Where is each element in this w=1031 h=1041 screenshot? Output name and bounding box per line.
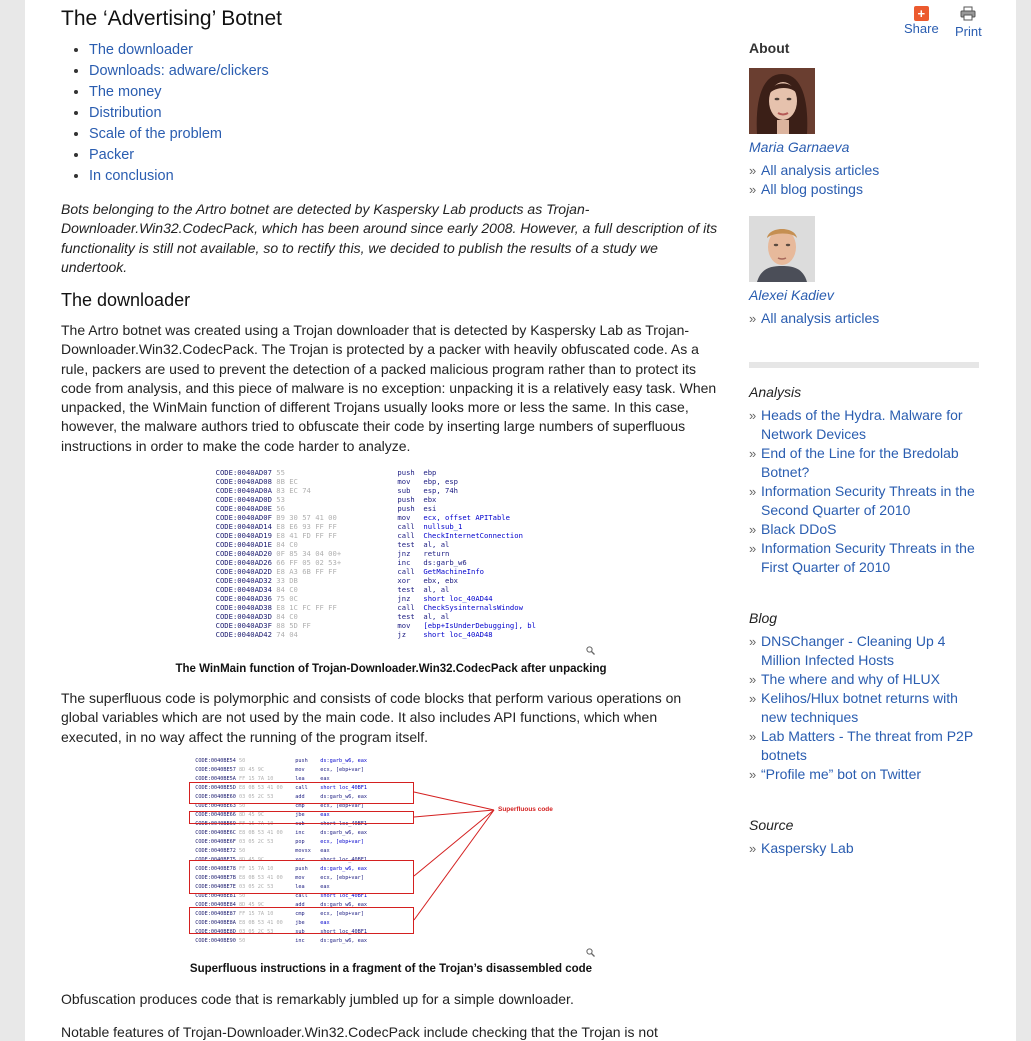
list-item[interactable]: » “Profile me” bot on Twitter — [749, 765, 981, 784]
code-line: CODE:0040AD3F 88 5D FF mov [ebp+IsUnderDebugging], bl — [207, 621, 536, 631]
table-of-contents — [61, 40, 269, 187]
analysis-heading: Analysis — [749, 384, 802, 400]
toc-item — [89, 166, 269, 187]
plus-icon: + — [914, 6, 929, 21]
code-line: CODE:0040AD2D E8 A3 6B FF FF call GetMachineInfo — [207, 567, 484, 577]
list-item[interactable]: » The where and why of HLUX — [749, 670, 981, 689]
code-line: CODE:0040BE60 03 05 2C 53 add ds:garb_w6, eax — [189, 794, 368, 801]
code-line: CODE:0040AD1E 84 C0 test al, al — [207, 540, 450, 550]
code-line: CODE:0040BE8A E8 0B 53 41 00 jbe eax — [189, 920, 330, 927]
avatar[interactable] — [749, 216, 815, 282]
toc-link[interactable]: Scale of the problem — [89, 126, 222, 142]
figure-winmain — [61, 466, 721, 681]
blog-links — [749, 632, 981, 784]
list-item[interactable]: » End of the Line for the Bredolab Botnet? — [749, 444, 981, 482]
paragraph: Obfuscation produces code that is remarkably jumbled up for a simple downloader. — [61, 991, 574, 1007]
annotation-arrows — [189, 756, 609, 946]
code-line: CODE:0040BE8D 03 05 2C 53 sub short loc_40BF1 — [189, 929, 368, 936]
code-line: CODE:0040BE6F 03 05 2C 53 pop ecx, [ebp+var] — [189, 839, 364, 846]
section-heading: The downloader — [61, 290, 191, 310]
figure-caption: The WinMain function of Trojan-Downloader.Win32.CodecPack after unpacking — [175, 663, 607, 675]
code-line: CODE:0040AD38 E8 1C FC FF FF call CheckSysinternalsWindow — [207, 603, 523, 613]
figure-superfluous — [61, 756, 721, 978]
toc-item — [89, 145, 269, 166]
list-item[interactable]: » All blog postings — [749, 180, 981, 199]
intro-paragraph: Bots belonging to the Artro botnet are detected by Kaspersky Lab products as Trojan-Downloader.Win32.CodecPack, which has been around since early 2008. However, a full description of its functionality is still not available, so to rectify this, we decided to publish the results of a study we undertook. — [61, 201, 718, 275]
toc-item — [89, 61, 269, 82]
list-item[interactable]: » DNSChanger - Cleaning Up 4 Million Infected Hosts — [749, 632, 981, 670]
share-button[interactable] — [904, 6, 939, 36]
paragraph: The superfluous code is polymorphic and consists of code blocks that perform various operations on global variables which are not used by the main code. It also includes API functions, which when executed, in no way affect the running of the program itself. — [61, 690, 682, 745]
about-heading: About — [749, 40, 790, 56]
divider — [749, 362, 979, 368]
magnifier-icon[interactable] — [586, 948, 595, 959]
list-item[interactable]: » Lab Matters - The threat from P2P botnets — [749, 727, 981, 765]
author-links — [749, 309, 981, 328]
code-line: CODE:0040AD0E 56 push esi — [207, 504, 437, 514]
code-line: CODE:0040AD32 33 DB xor ebx, ebx — [207, 576, 459, 586]
article-title: The ‘Advertising’ Botnet — [61, 7, 283, 30]
analysis-links — [749, 406, 981, 577]
code-line: CODE:0040BE90 50 inc ds:garb_w6, eax — [189, 938, 368, 944]
print-button[interactable] — [955, 6, 982, 39]
list-item[interactable]: » Information Security Threats in the First Quarter of 2010 — [749, 539, 981, 577]
code-line: CODE:0040BE81 50 call short loc_40BF1 — [189, 893, 368, 900]
code-line: CODE:0040BE57 8D 45 9C mov ecx, [ebp+var] — [189, 767, 364, 774]
code-line: CODE:0040BE78 FF 15 7A 10 push ds:garb_w6, eax — [189, 866, 368, 873]
code-line: CODE:0040BE63 50 cmp ecx, [ebp+var] — [189, 803, 364, 810]
list-item[interactable]: » All analysis articles — [749, 161, 981, 180]
code-line: CODE:0040BE87 FF 15 7A 10 cmp ecx, [ebp+var] — [189, 911, 364, 918]
figure-caption: Superfluous instructions in a fragment of the Trojan’s disassembled code — [189, 963, 593, 975]
list-item[interactable]: » Kelihos/Hlux botnet returns with new techniques — [749, 689, 981, 727]
code-line: CODE:0040AD14 E8 E6 93 FF FF call nullsub_1 — [207, 522, 463, 532]
code-line: CODE:0040AD0D 53 push ebx — [207, 495, 437, 505]
list-item[interactable]: » Information Security Threats in the Second Quarter of 2010 — [749, 482, 981, 520]
print-label: Print — [955, 24, 982, 39]
author-links — [749, 161, 981, 199]
printer-icon — [960, 6, 976, 21]
code-line: CODE:0040BE69 FF 15 7A 10 sub short loc_40BF1 — [189, 821, 368, 828]
avatar[interactable] — [749, 68, 815, 134]
code-line: CODE:0040AD36 75 0C jnz short loc_40AD44 — [207, 594, 493, 604]
toc-link[interactable]: Packer — [89, 147, 135, 163]
disassembly-image[interactable] — [207, 468, 617, 644]
list-item[interactable]: » Black DDoS — [749, 520, 981, 539]
code-line: CODE:0040AD42 74 04 jz short loc_40AD48 — [207, 630, 493, 640]
code-line: CODE:0040BE75 8D 45 9C xor short loc_40BF1 — [189, 857, 368, 864]
code-line: CODE:0040BE7B E8 0B 53 41 00 mov ecx, [ebp+var] — [189, 875, 364, 882]
code-line: CODE:0040BE72 50 movsx eax — [189, 848, 330, 855]
code-line: CODE:0040BE54 50 push ds:garb_w6, eax — [189, 758, 368, 764]
code-line: CODE:0040BE84 8D 45 9C add ds:garb_w6, eax — [189, 902, 368, 909]
code-line: CODE:0040BE7E 03 05 2C 53 lea eax — [189, 884, 330, 891]
page — [25, 0, 1016, 1041]
toc-item — [89, 40, 269, 61]
code-line: CODE:0040AD07 55 push ebp — [207, 468, 437, 477]
code-line: CODE:0040BE5A FF 15 7A 10 lea eax — [189, 776, 330, 783]
code-line: CODE:0040AD20 0F 85 34 04 00+ jnz return — [207, 549, 450, 559]
paragraph: Notable features of Trojan-Downloader.Win32.CodecPack include checking that the Trojan is not — [61, 1024, 658, 1040]
toc-link[interactable]: Distribution — [89, 105, 162, 121]
superfluous-code-label: Superfluous code — [498, 806, 553, 813]
blog-heading: Blog — [749, 610, 778, 626]
code-line: CODE:0040AD08 8B EC mov ebp, esp — [207, 477, 459, 487]
list-item[interactable]: » Heads of the Hydra. Malware for Network Devices — [749, 406, 981, 444]
code-line: CODE:0040AD19 E8 41 FD FF FF call CheckInternetConnection — [207, 531, 523, 541]
code-line: CODE:0040AD34 84 C0 test al, al — [207, 585, 450, 595]
code-line: CODE:0040BE6C E8 0B 53 41 00 inc ds:garb_w6, eax — [189, 830, 368, 837]
code-line: CODE:0040AD3D 84 C0 test al, al — [207, 612, 450, 622]
paragraph: The Artro botnet was created using a Trojan downloader that is detected by Kaspersky Lab as Trojan-Downloader.Win32.CodecPack. The Trojan is protected by a packer with heavily obfuscated code. As a rule, packers are used to prevent the detection of a packed malicious program rather than to protect its code from analysis, and this piece of malware is no exception: unpacking it is a relatively easy task. When unpacked, the WinMain function of different Trojans usually looks more or less the same. In this case, however, the malware authors tried to obfuscate their code by inserting large numbers of superfluous instructions in order to make the code harder to analyze. — [61, 322, 717, 454]
author-name[interactable]: Alexei Kadiev — [749, 287, 834, 303]
author-name[interactable]: Maria Garnaeva — [749, 139, 850, 155]
toc-link[interactable]: The money — [89, 84, 162, 100]
toc-link[interactable]: In conclusion — [89, 168, 174, 184]
toc-item — [89, 103, 269, 124]
magnifier-icon[interactable] — [586, 646, 595, 657]
code-line: CODE:0040BE5D E8 0B 53 41 00 call short loc_40BF1 — [189, 785, 368, 792]
source-links — [749, 839, 981, 858]
code-line: CODE:0040AD0A 83 EC 74 sub esp, 74h — [207, 486, 459, 496]
code-line: CODE:0040AD26 66 FF 05 02 53+ inc ds:garb_w6 — [207, 558, 467, 568]
list-item[interactable]: » All analysis articles — [749, 309, 981, 328]
code-line: CODE:0040BE66 8D 45 9C jbe eax — [189, 812, 330, 819]
list-item[interactable]: » Kaspersky Lab — [749, 839, 981, 858]
source-heading: Source — [749, 817, 794, 833]
code-line: CODE:0040AD0F B9 30 57 41 00 mov ecx, offset APITable — [207, 513, 510, 523]
toc-link[interactable]: Downloads: adware/clickers — [89, 63, 269, 79]
share-label: Share — [904, 21, 939, 36]
toc-item — [89, 82, 269, 103]
toc-link[interactable]: The downloader — [89, 42, 193, 58]
toc-item — [89, 124, 269, 145]
